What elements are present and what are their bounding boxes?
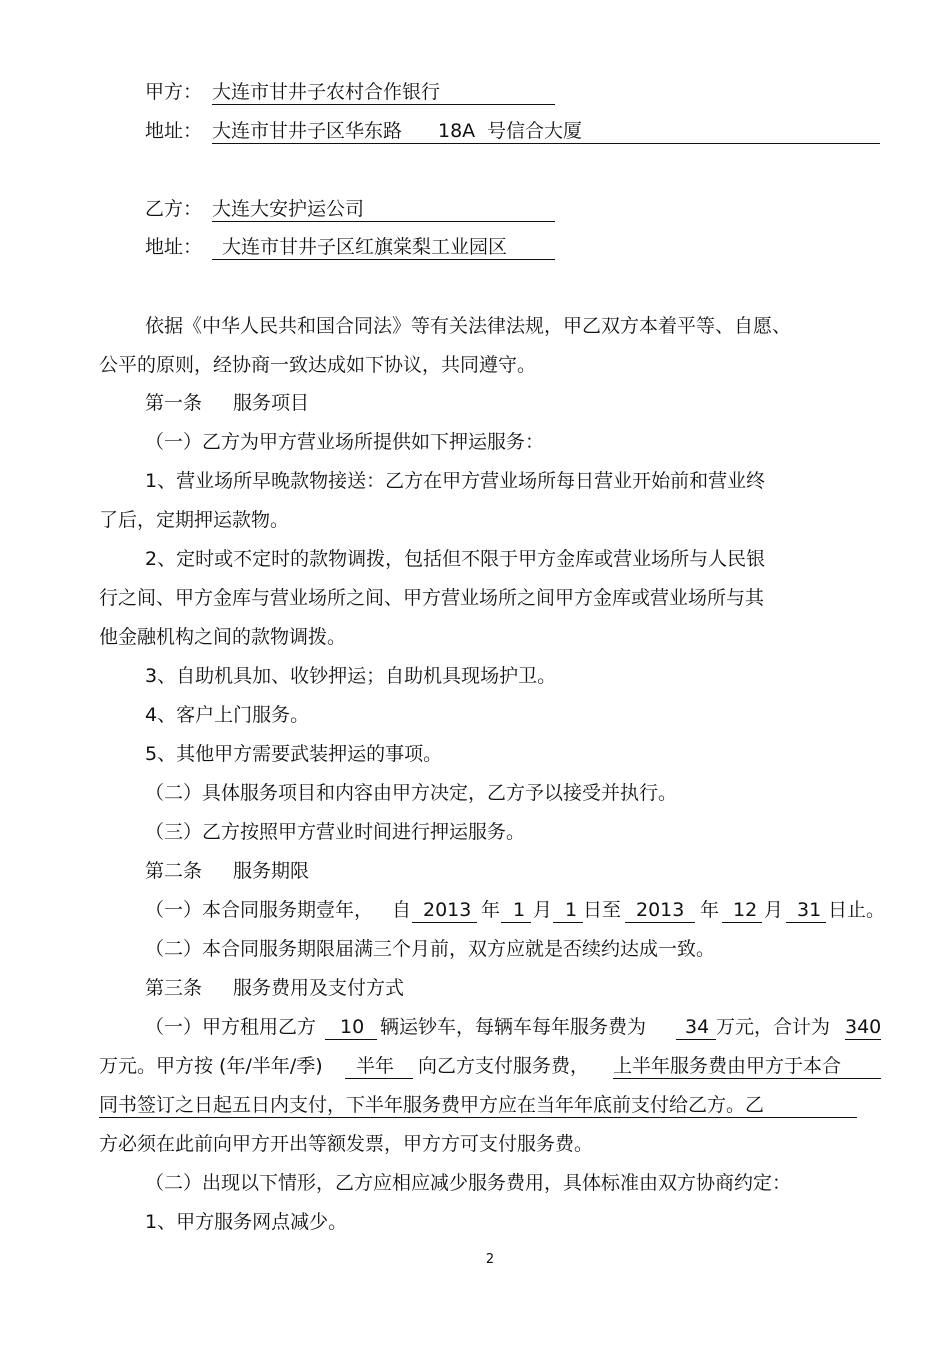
- party-a-address-underline: [212, 119, 880, 144]
- article-3-clause-1-e: 向乙方支付服务费，: [418, 1055, 590, 1077]
- end-year: 2013: [636, 899, 685, 921]
- article-3-heading: 服务费用及支付方式: [233, 977, 405, 999]
- payment-terms-underline-2: [99, 1093, 857, 1118]
- end-month-unit: 月: [764, 899, 784, 921]
- party-a-address-label: 地址：: [145, 120, 203, 142]
- article-2-from: 自: [392, 899, 412, 921]
- start-month-unit: 月: [533, 899, 553, 921]
- party-b-name: 大连大安护运公司: [212, 198, 365, 220]
- article-3-clause-1-a: （一）甲方租用乙方: [145, 1016, 317, 1038]
- article-1-item-1-line-2: 了后，定期押运款物。: [99, 509, 290, 531]
- end-day: 31: [797, 899, 822, 921]
- party-b-name-underline: [212, 197, 555, 222]
- party-a-address-street: 大连市甘井子区华东路: [212, 120, 403, 142]
- article-1-item-2-line-1: 2、定时或不定时的款物调拨，包括但不限于甲方金库或营业场所与人民银: [145, 548, 766, 570]
- article-1-clause-2: （二）具体服务项目和内容由甲方决定，乙方予以接受并执行。: [145, 782, 678, 804]
- end-year-unit: 年: [700, 899, 720, 921]
- article-1-item-1-line-1: 1、营业场所早晚款物接送：乙方在甲方营业场所每日营业开始前和营业终: [145, 470, 766, 492]
- party-a-line: [145, 80, 202, 104]
- vehicle-count: 10: [340, 1016, 365, 1038]
- intro-line-2: 公平的原则，经协商一致达成如下协议，共同遵守。: [99, 354, 537, 376]
- article-2-number: 第二条: [145, 860, 203, 882]
- start-month: 1: [513, 899, 526, 921]
- payment-terms-underline-1: [613, 1054, 881, 1079]
- article-2-heading: 服务期限: [233, 860, 310, 882]
- article-3-item-1: 1、甲方服务网点减少。: [145, 1211, 348, 1233]
- fee-per-vehicle: 34: [685, 1016, 710, 1038]
- vehicle-count-underline: [325, 1015, 377, 1040]
- article-1-number: 第一条: [145, 392, 203, 414]
- fee-total-underline: [845, 1015, 881, 1040]
- article-3-clause-1-d: 万元。甲方按 (年/半年/季): [99, 1055, 323, 1077]
- end-day-unit: 日止。: [828, 899, 886, 921]
- start-day: 1: [565, 899, 578, 921]
- party-b-address-underline: [212, 235, 555, 260]
- article-3-clause-1-g: 同书签订之日起五日内支付，下半年服务费甲方应在当年年底前支付给乙方。乙: [99, 1094, 765, 1116]
- article-3-clause-1-b: 辆运钞车，每辆车每年服务费为: [380, 1016, 647, 1038]
- article-3-clause-2: （二）出现以下情形，乙方应相应减少服务费用，具体标准由双方协商约定：: [145, 1172, 792, 1194]
- article-1-clause-1: （一）乙方为甲方营业场所提供如下押运服务：: [145, 431, 545, 453]
- article-1-item-4: 4、客户上门服务。: [145, 704, 310, 726]
- article-1-item-5: 5、其他甲方需要武装押运的事项。: [145, 743, 443, 765]
- party-a-name: 大连市甘井子农村合作银行: [212, 81, 441, 103]
- end-month-underline: [722, 898, 762, 923]
- start-year-underline: [412, 898, 477, 923]
- fee-total: 340: [845, 1016, 882, 1038]
- intro-line-1: 依据《中华人民共和国合同法》等有关法律法规，甲乙双方本着平等、自愿、: [145, 315, 792, 337]
- party-b-label: 乙方：: [145, 198, 203, 220]
- fee-per-vehicle-underline: [676, 1015, 716, 1040]
- article-3-clause-1-c: 万元，合计为: [716, 1016, 831, 1038]
- party-b-address: 大连市甘井子区红旗棠梨工业园区: [222, 236, 508, 258]
- party-b-address-label: 地址：: [145, 236, 203, 258]
- article-1-heading: 服务项目: [233, 392, 310, 414]
- start-year: 2013: [423, 899, 472, 921]
- end-month: 12: [733, 899, 758, 921]
- article-1-clause-3: （三）乙方按照甲方营业时间进行押运服务。: [145, 821, 526, 843]
- page-number: 2: [485, 1252, 495, 1267]
- article-1-item-2-line-2: 行之间、甲方金库与营业场所之间、甲方营业场所之间甲方金库或营业场所与其: [99, 587, 765, 609]
- start-month-underline: [501, 898, 531, 923]
- end-year-underline: [625, 898, 695, 923]
- party-a-address-number: 18A: [438, 120, 476, 142]
- start-day-underline: [553, 898, 583, 923]
- party-a-label: 甲方：: [145, 81, 203, 103]
- article-3-clause-1-f: 上半年服务费由甲方于本合: [613, 1055, 842, 1077]
- article-1-item-2-line-3: 他金融机构之间的款物调拨。: [99, 626, 347, 648]
- article-2-clause-2: （二）本合同服务期限届满三个月前，双方应就是否续约达成一致。: [145, 938, 716, 960]
- article-3-number: 第三条: [145, 977, 203, 999]
- article-1-title: [145, 391, 202, 415]
- start-day-unit: 日至: [583, 899, 622, 921]
- article-1-item-3: 3、自助机具加、收钞押运；自助机具现场护卫。: [145, 665, 557, 687]
- start-year-unit: 年: [481, 899, 501, 921]
- payment-period: 半年: [356, 1055, 395, 1077]
- party-a-name-underline: [212, 80, 555, 105]
- end-day-underline: [786, 898, 826, 923]
- article-3-clause-1-h: 方必须在此前向甲方开出等额发票，甲方方可支付服务费。: [99, 1133, 594, 1155]
- payment-period-underline: [345, 1054, 413, 1079]
- article-2-clause-1-prefix: （一）本合同服务期壹年，: [145, 899, 374, 921]
- party-a-address-building: 号信合大厦: [487, 120, 583, 142]
